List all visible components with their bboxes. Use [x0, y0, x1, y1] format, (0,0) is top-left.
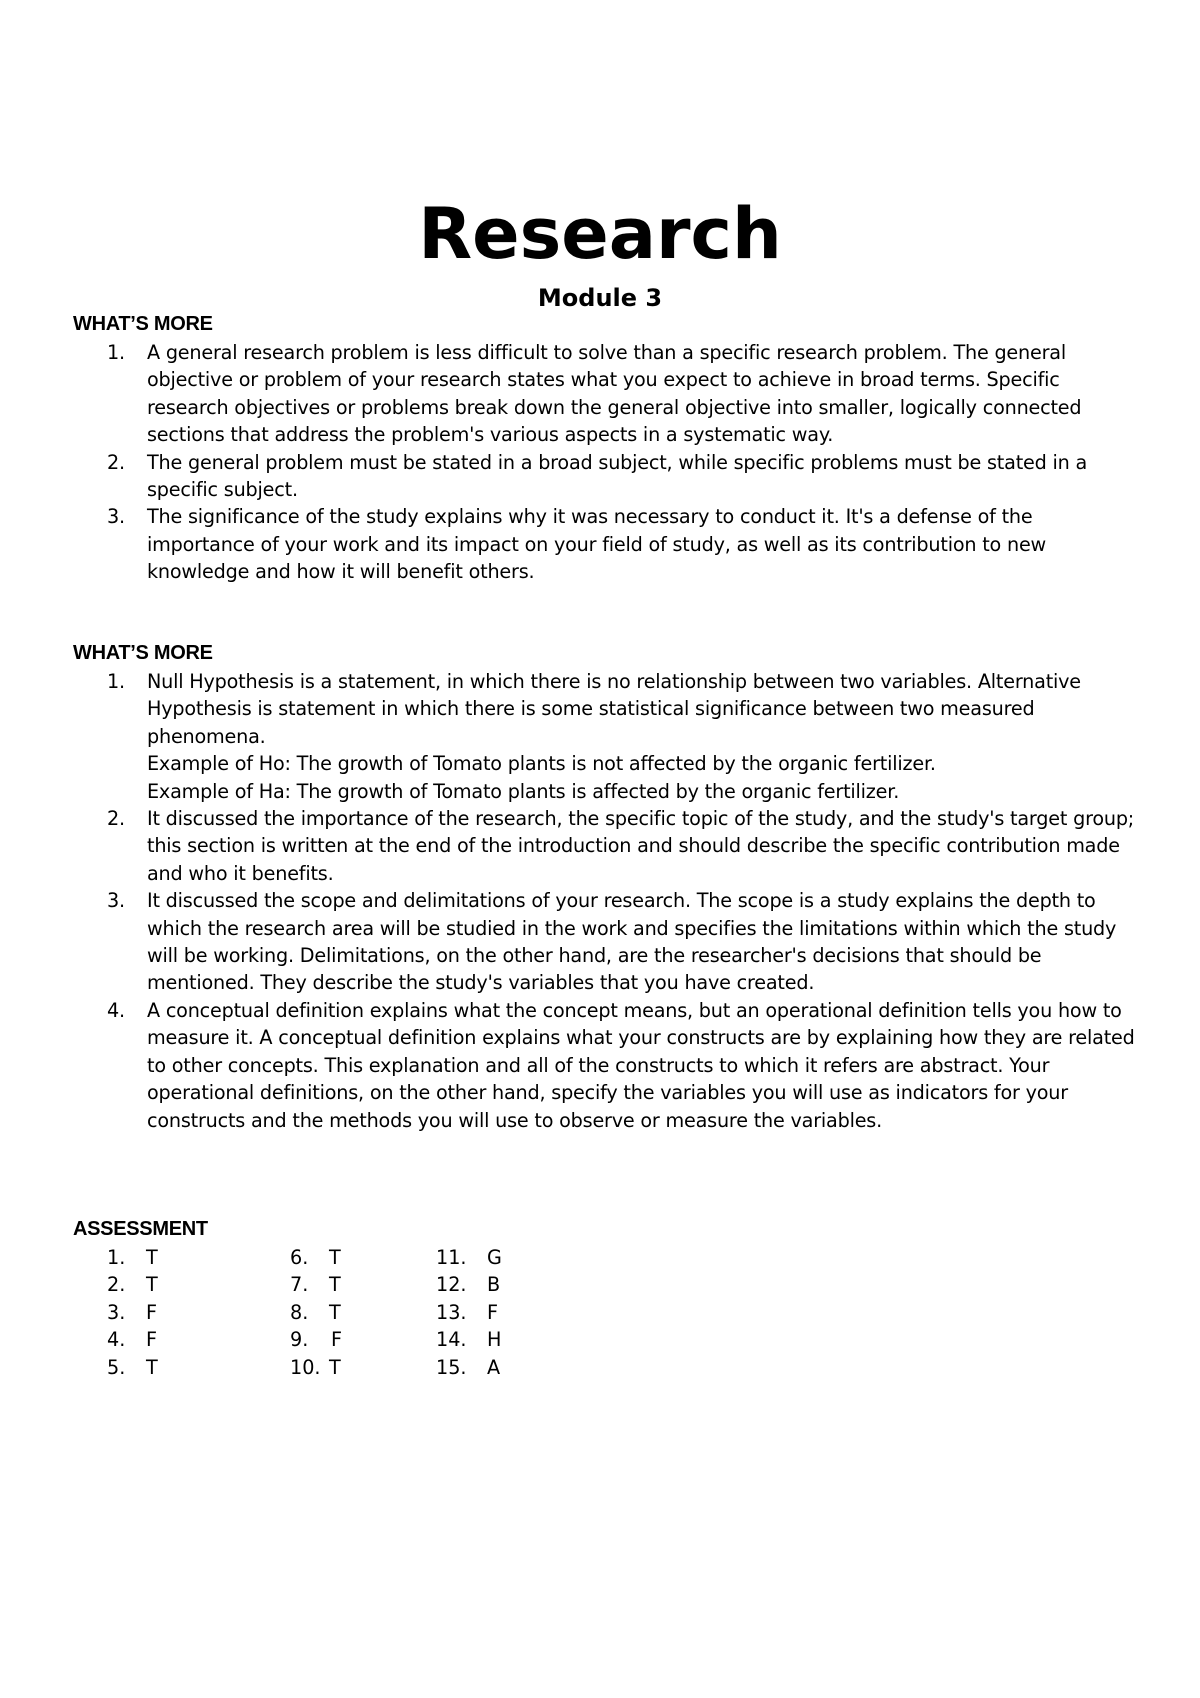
- assessment-heading: ASSESSMENT: [73, 1218, 208, 1240]
- item-answer: F: [146, 1300, 158, 1324]
- item-number: 10.: [290, 1355, 321, 1379]
- example-ho: Example of Ho: The growth of Tomato plants is not affected by the organic fertilizer.: [147, 752, 936, 776]
- item-text: A general research problem is less difficult to solve than a specific research problem. The general objective or problem of your research states what you expect to achieve in broad terms. Specific research objectives or problems break down the general objective into smaller, logically connected sections that address the problem's various aspects in a systematic way.: [147, 341, 1082, 447]
- item-number: 13.: [436, 1300, 467, 1324]
- item-text: Null Hypothesis is a statement, in which there is no relationship between two variables. Alternative Hypothesis is statement in which there is some statistical significance between two measured phenomena.: [147, 670, 1081, 748]
- example-ha: Example of Ha: The growth of Tomato plants is affected by the organic fertilizer.: [147, 779, 900, 803]
- list-item: [0, 339, 1137, 449]
- item-answer: H: [487, 1328, 502, 1352]
- item-number: 3.: [107, 505, 125, 529]
- item-number: 5.: [107, 1355, 126, 1379]
- item-number: 1.: [107, 1246, 126, 1269]
- item-number: 7.: [290, 1273, 309, 1297]
- item-number: 6.: [290, 1246, 309, 1269]
- list-item: [0, 449, 1137, 504]
- item-number: 2.: [107, 450, 125, 474]
- item-answer: T: [329, 1273, 341, 1297]
- item-answer: F: [146, 1328, 158, 1352]
- list-item: [0, 503, 1137, 585]
- item-number: 1.: [107, 341, 125, 364]
- list-item: [0, 887, 1137, 997]
- item-number: 15.: [436, 1355, 467, 1379]
- item-answer: G: [487, 1246, 502, 1269]
- item-answer: F: [487, 1300, 499, 1324]
- list-item: [0, 668, 1137, 805]
- item-number: 2.: [107, 1273, 126, 1297]
- item-number: 4.: [107, 1328, 126, 1352]
- item-number: 9.: [290, 1328, 309, 1352]
- answer-list: [0, 668, 1200, 1134]
- item-answer: T: [146, 1355, 158, 1379]
- item-answer: T: [146, 1273, 158, 1297]
- item-number: 11.: [436, 1246, 467, 1269]
- item-answer: T: [329, 1300, 341, 1324]
- item-number: 3.: [107, 889, 125, 913]
- item-number: 14.: [436, 1328, 467, 1352]
- item-number: 8.: [290, 1300, 309, 1324]
- item-text: It discussed the importance of the research, the specific topic of the study, and the study's target group; this section is written at the end of the introduction and should describe the specific contribution made and who it benefits.: [147, 807, 1135, 885]
- item-number: 12.: [436, 1273, 467, 1297]
- section-heading: WHAT’S MORE: [73, 313, 213, 335]
- item-text: It discussed the scope and delimitations of your research. The scope is a study explains the depth to which the research area will be studied in the work and specifies the limitations within which the study will be working. Delimitations, on the other hand, are the researcher's decisions that should be mentioned. They describe the study's variables that you have created.: [147, 889, 1117, 995]
- item-answer: T: [146, 1246, 158, 1269]
- item-answer: F: [331, 1328, 343, 1352]
- page-title: Research: [418, 193, 782, 275]
- page-subtitle: Module 3: [537, 284, 663, 312]
- item-number: 1.: [107, 670, 125, 693]
- item-text: A conceptual definition explains what the concept means, but an operational definition tells you how to measure it. A conceptual definition explains what your constructs are by explaining how they are related to other concepts. This explanation and all of the constructs to which it refers are abstract. Your operational definitions, on the other hand, specify the variables you will use as indicators for your constructs and the methods you will use to observe or measure the variables.: [147, 998, 1135, 1132]
- answer-list: [0, 339, 1200, 586]
- item-answer: T: [329, 1246, 341, 1269]
- list-item: [0, 805, 1137, 887]
- item-text: The general problem must be stated in a broad subject, while specific problems must be stated in a specific subject.: [147, 450, 1088, 502]
- item-answer: T: [329, 1355, 341, 1379]
- section-heading: WHAT’S MORE: [73, 642, 213, 664]
- item-number: 2.: [107, 807, 125, 831]
- assessment-answers: [0, 1244, 1200, 1394]
- item-number: 3.: [107, 1300, 126, 1324]
- item-answer: A: [487, 1355, 501, 1379]
- item-answer: B: [487, 1273, 501, 1297]
- item-number: 4.: [107, 998, 125, 1022]
- item-text: The significance of the study explains why it was necessary to conduct it. It's a defense of the importance of your work and its impact on your field of study, as well as its contribution to new knowledge and how it will benefit others.: [147, 505, 1047, 584]
- list-item: [0, 997, 1137, 1134]
